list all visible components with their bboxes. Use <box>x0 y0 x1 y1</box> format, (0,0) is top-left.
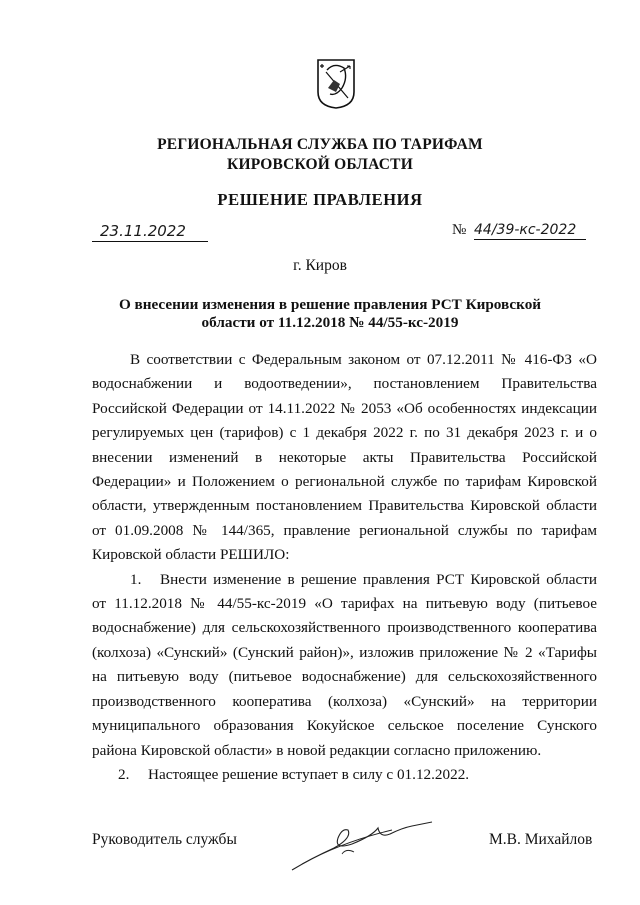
decision-number: 44/39-кс-2022 <box>474 222 586 240</box>
preamble-paragraph: В соответствии с Федеральным законом от 07.12.2011 № 416-ФЗ «О водоснабжении и водоотведении», постановлением Правительства Российской Федерации от 14.11.2022 № 2053 «Об особенностях индексации регулируемых цен (тарифов) с 1 декабря 2022 г. по 31 декабря 2023 г. и о внесении изменений в некоторые акты Правительства Российской Федерации» и Положением о региональной службе по тарифам Кировской области, утвержденным постановлением Правительства Кировской области от 01.09.2008 № 144/365, правление региональной службы по тарифам Кировской области РЕШИЛО: <box>92 351 597 564</box>
coat-of-arms-icon <box>316 58 356 110</box>
document-type-title: РЕШЕНИЕ ПРАВЛЕНИЯ <box>217 190 423 209</box>
signer-name: М.В. Михайлов <box>489 831 593 848</box>
organization-name <box>0 135 640 175</box>
item-2-number: 2. <box>118 765 130 783</box>
number-sign: № <box>452 222 467 238</box>
org-line-1: РЕГИОНАЛЬНАЯ СЛУЖБА ПО ТАРИФАМ <box>157 136 483 153</box>
item-1-paragraph <box>92 568 597 763</box>
city: г. Киров <box>293 257 347 274</box>
decision-date: 23.11.2022 <box>92 222 208 242</box>
document-subject <box>100 296 560 332</box>
item-2-text: Настоящее решение вступает в силу с 01.12.2022. <box>148 765 470 783</box>
item-1-number: 1. <box>130 570 142 588</box>
item-2-paragraph <box>92 763 597 787</box>
item-1-text: Внести изменение в решение правления РСТ Кировской области от 11.12.2018 № 44/55-кс-2019 «О тарифах на питьевую воду (питьевое водоснабжение) для сельскохозяйственного производственного кооператива (колхоза) «Сунский» (Сунский район)», изложив приложение № 2 «Тарифы на питьевую воду (питьевое водоснабжение) для сельскохозяйственного производственного кооператива (колхоза) «Сунский» на территории муниципального образования Кокуйское сельское поселение Сунского района Кировской области» в новой редакции согласно приложению. <box>92 570 597 759</box>
signature-icon <box>282 808 442 878</box>
subject-line-2: области от 11.12.2018 № 44/55-кс-2019 <box>201 314 459 331</box>
org-line-2: КИРОВСКОЙ ОБЛАСТИ <box>227 156 413 173</box>
signer-title: Руководитель службы <box>92 831 237 848</box>
subject-line-1: О внесении изменения в решение правления РСТ Кировской <box>118 296 542 313</box>
document-body <box>92 348 597 787</box>
